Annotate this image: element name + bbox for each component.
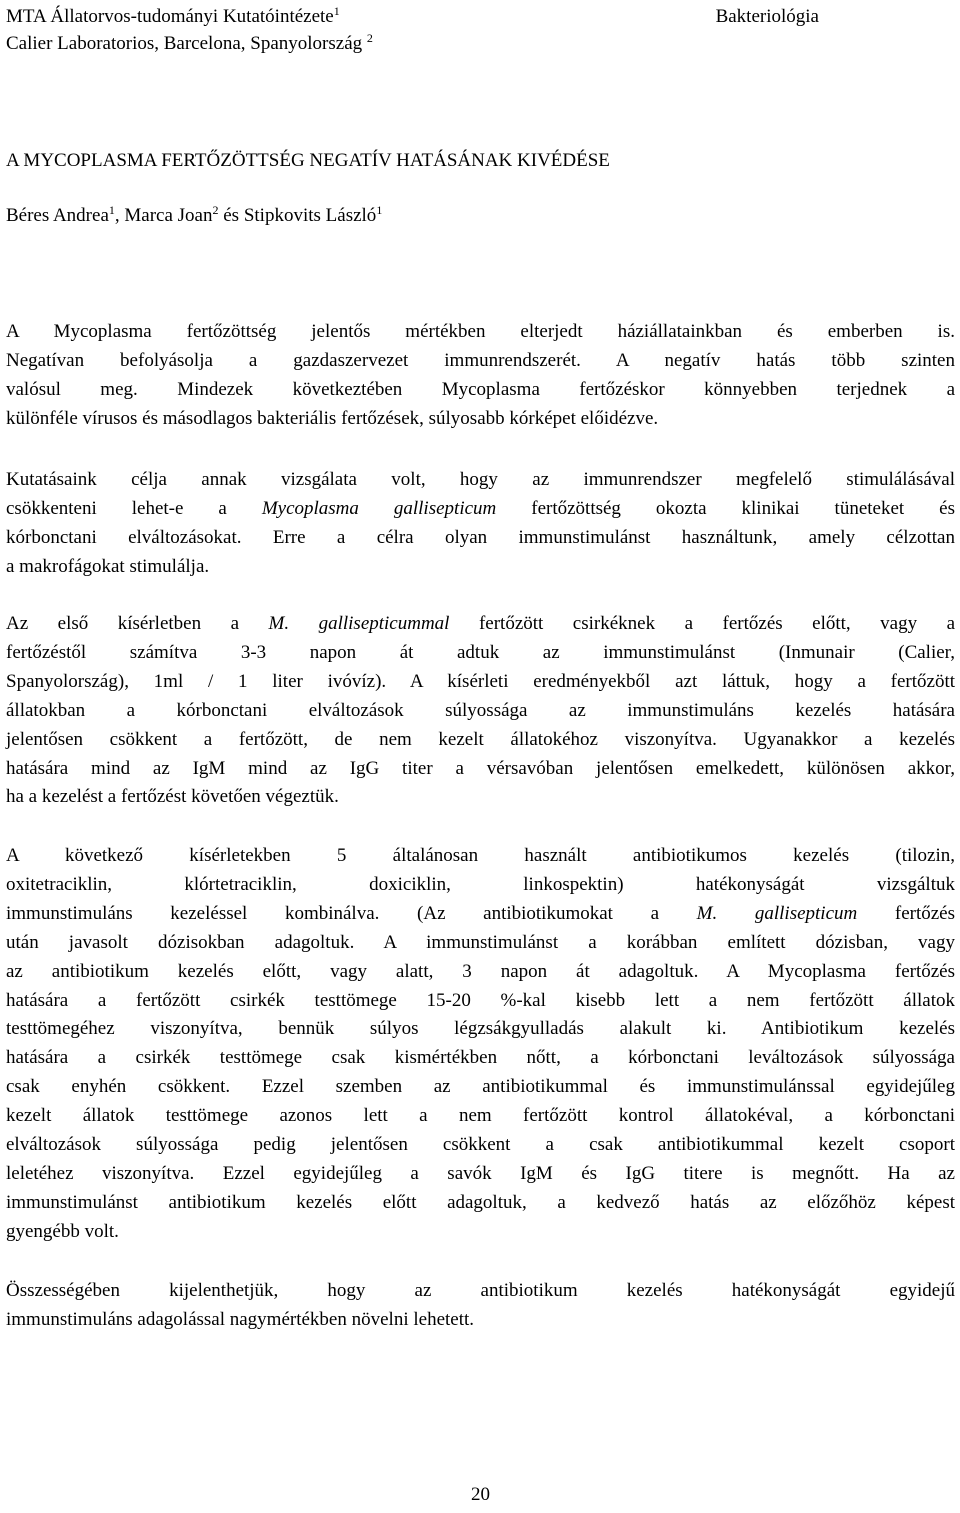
section-label: Bakteriológia [715,6,819,27]
text-line: Kutatásaink célja annak vizsgálata volt, hogy az immunrendszer megfelelő stimulálásával [6,469,955,490]
text-line: A Mycoplasma fertőzöttség jelentős mértékben elterjedt háziállatainkban és emberben is. [6,321,955,342]
text-line: immunstimuláns adagolással nagymértékben növelni lehetett. [6,1308,475,1330]
text-line: Negatívan befolyásolja a gazdaszervezet immunrendszerét. A negatív hatás több szinten [6,349,955,371]
text-line: kezelt állatok testtömege azonos lett a nem fertőzött kontrol állatokéval, a kórbonctani [6,1105,955,1127]
text-line: elváltozások súlyossága pedig jelentősen csökkent a csak antibiotikummal kezelt csoport [6,1134,955,1156]
paragraph-first-experiment [6,610,955,812]
affiliations [6,3,373,57]
text-line: gyengébb volt. [6,1220,119,1242]
text-line: Spanyolország), 1ml / 1 liter ivóvíz). A kísérleti eredményekből azt láttuk, hogy a fertőzött [6,670,955,692]
text-line: jelentősen csökkent a fertőzött, de nem kezelt állatokéhoz viszonyítva. Ugyanakkor a kezelés [6,728,955,750]
paragraph-aim [6,466,955,582]
text-line: A következő kísérletekben 5 általánosan használt antibiotikumos kezelés (tilozin, [6,845,955,866]
text-line: ha a kezelést a fertőzést követően végeztük. [6,786,339,808]
text-line: hatására a csirkék testtömege csak kismértékben nőtt, a kórbonctani leváltozások súlyossága [6,1047,955,1069]
page-number: 20 [471,1484,490,1505]
text-line: testtömegéhez viszonyítva, bennük súlyos légzsákgyulladás alakult ki. Antibiotikum kezelés [6,1018,955,1040]
text-line: állatokban a kórbonctani elváltozások súlyossága az immunstimuláns kezelés hatására [6,699,955,721]
text-line: leletéhez viszonyítva. Ezzel egyidejűleg a savók IgM és IgG titere is megnőtt. Ha az [6,1162,955,1184]
text-line: hatására mind az IgM mind az IgG titer a vérsavóban jelentősen emelkedett, különösen akkor, [6,757,955,779]
text-line: oxitetraciklin, klórtetraciklin, doxiciklin, linkospektin) hatékonyságát vizsgáltuk [6,873,955,895]
text-line: Az első kísérletben a M. gallisepticummal fertőzött csirkéknek a fertőzés előtt, vagy a [6,613,955,634]
text-line: a makrofágokat stimulálja. [6,555,210,577]
text-line: immunstimulánst antibiotikum kezelés előtt adagoltuk, a kedvező hatás az előzőhöz képest [6,1191,955,1213]
document-page [6,0,955,1513]
text-line: után javasolt dózisokban adagoltuk. A immunstimulánst a korábban említett dózisban, vagy [6,931,955,953]
text-line: valósul meg. Mindezek következtében Mycoplasma fertőzéskor könnyebben terjednek a [6,378,955,400]
paragraph-intro [6,318,955,434]
affiliation-1: MTA Állatorvos-tudományi Kutatóintézete$^1$ [6,4,340,27]
paragraph-antibiotic-experiments [6,842,955,1247]
text-line: Összességében kijelenthetjük, hogy az antibiotikum kezelés hatékonyságát egyidejű [6,1280,955,1301]
text-line: fertőzéstől számítva 3-3 napon át adtuk az immunstimulánst (Inmunair (Calier, [6,641,955,663]
text-line: különféle vírusos és másodlagos bakteriális fertőzések, súlyosabb kórképet előidézve. [6,407,659,429]
text-line: csak enyhén csökkent. Ezzel szemben az antibiotikummal és immunstimulánssal egyidejűleg [6,1076,955,1098]
text-line: hatására a fertőzött csirkék testtömege 15-20 %-kal kisebb lett a nem fertőzött állatok [6,989,955,1011]
author-line: Béres Andrea$^1$, Marca Joan$^2$ és Stipkovits László$^1$ [6,203,383,226]
affiliation-2: Calier Laboratorios, Barcelona, Spanyolország $^2$ [6,31,373,54]
text-line: kórbonctani elváltozásokat. Erre a célra olyan immunstimulánst használtunk, amely célzottan [6,526,955,548]
article-title: A MYCOPLASMA FERTŐZÖTTSÉG NEGATÍV HATÁSÁNAK KIVÉDÉSE [6,150,610,171]
paragraph-conclusion [6,1277,955,1335]
text-line: az antibiotikum kezelés előtt, vagy alatt, 3 napon át adagoltuk. A Mycoplasma fertőzés [6,960,955,982]
text-line: immunstimuláns kezeléssel kombinálva. (Az antibiotikumokat a M. gallisepticum fertőzés [6,902,956,924]
text-line: csökkenteni lehet-e a Mycoplasma gallisepticum fertőzöttség okozta klinikai tüneteket és [6,497,956,519]
